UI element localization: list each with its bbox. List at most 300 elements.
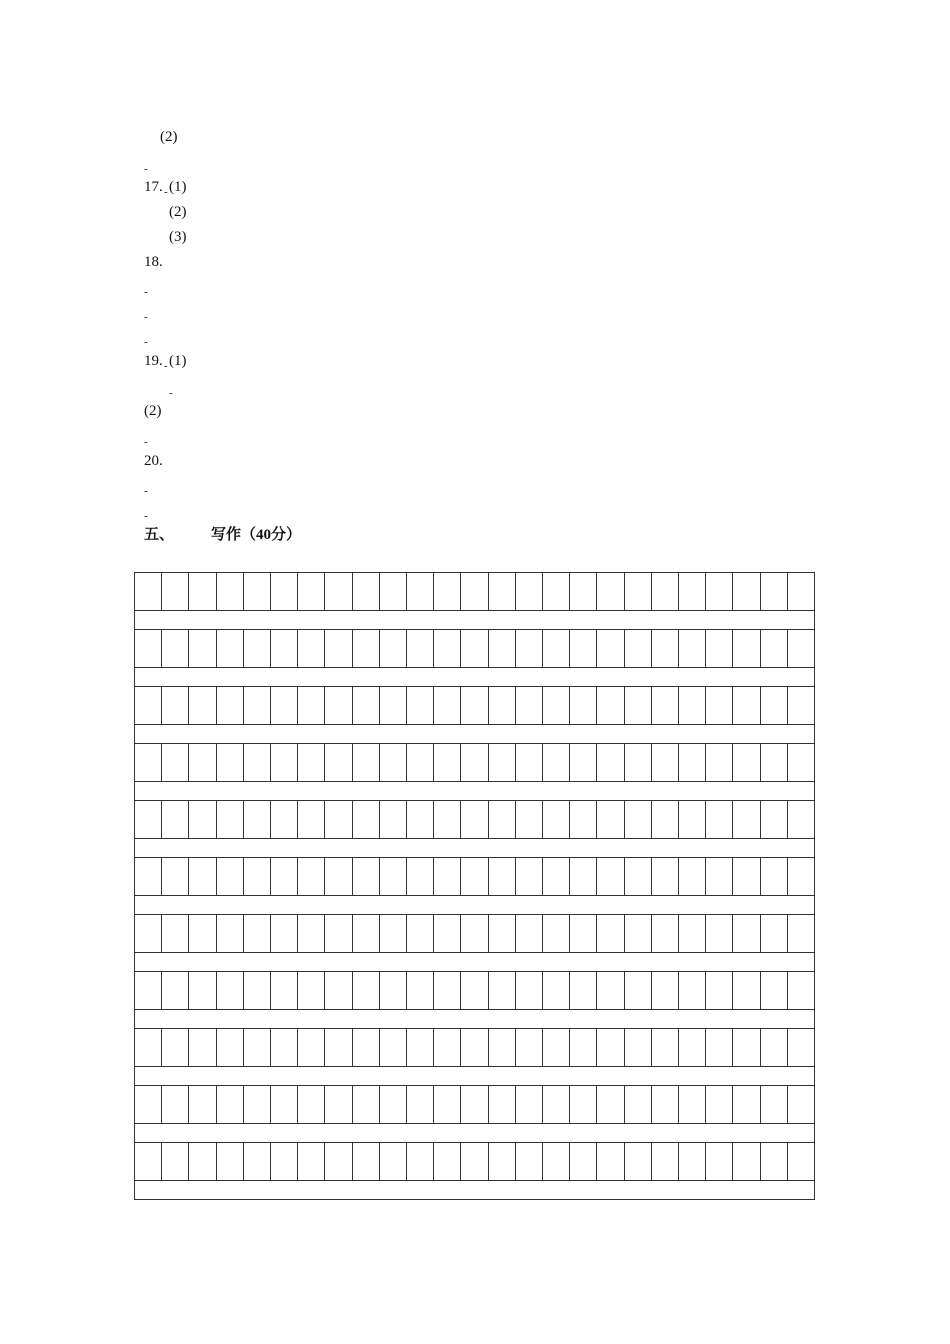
grid-cell[interactable] bbox=[271, 687, 298, 724]
grid-cell[interactable] bbox=[489, 801, 516, 838]
grid-cell[interactable] bbox=[380, 801, 407, 838]
grid-cell[interactable] bbox=[461, 801, 488, 838]
q16-part2-label: (2) bbox=[160, 129, 178, 145]
grid-cell[interactable] bbox=[189, 972, 216, 1009]
grid-cell[interactable] bbox=[597, 687, 624, 724]
grid-cell[interactable] bbox=[516, 972, 543, 1009]
grid-cell[interactable] bbox=[434, 573, 461, 610]
grid-cell[interactable] bbox=[516, 630, 543, 667]
grid-row-gap bbox=[135, 896, 815, 915]
grid-cell[interactable] bbox=[271, 801, 298, 838]
grid-cell[interactable] bbox=[625, 687, 652, 724]
section-number: 五、 bbox=[144, 527, 175, 543]
grid-cell[interactable] bbox=[788, 1143, 815, 1180]
grid-cell[interactable] bbox=[543, 972, 570, 1009]
grid-row-gap bbox=[135, 953, 815, 972]
grid-cell[interactable] bbox=[461, 1029, 488, 1066]
grid-cell[interactable] bbox=[597, 1143, 624, 1180]
grid-cell[interactable] bbox=[189, 1143, 216, 1180]
grid-cell[interactable] bbox=[788, 687, 815, 724]
grid-cell[interactable] bbox=[353, 972, 380, 1009]
grid-cell[interactable] bbox=[353, 744, 380, 781]
grid-cell[interactable] bbox=[516, 573, 543, 610]
grid-cell[interactable] bbox=[543, 1143, 570, 1180]
grid-cell[interactable] bbox=[543, 801, 570, 838]
grid-cell[interactable] bbox=[298, 744, 325, 781]
grid-cell[interactable] bbox=[434, 744, 461, 781]
grid-cell[interactable] bbox=[217, 1029, 244, 1066]
grid-cell[interactable] bbox=[407, 858, 434, 895]
grid-cell[interactable] bbox=[407, 801, 434, 838]
grid-cell[interactable] bbox=[516, 1029, 543, 1066]
grid-cell[interactable] bbox=[135, 573, 162, 610]
grid-cell[interactable] bbox=[679, 915, 706, 952]
grid-cell[interactable] bbox=[407, 1029, 434, 1066]
grid-cell[interactable] bbox=[597, 1086, 624, 1123]
grid-cell[interactable] bbox=[407, 972, 434, 1009]
answer-dash: - bbox=[144, 510, 148, 522]
grid-cell[interactable] bbox=[461, 1086, 488, 1123]
answer-dash: - bbox=[144, 336, 148, 348]
grid-cell[interactable] bbox=[761, 915, 788, 952]
grid-cell[interactable] bbox=[380, 630, 407, 667]
grid-cell[interactable] bbox=[706, 744, 733, 781]
grid-cell[interactable] bbox=[325, 1086, 352, 1123]
grid-cell[interactable] bbox=[570, 972, 597, 1009]
grid-cell[interactable] bbox=[217, 1143, 244, 1180]
grid-cell[interactable] bbox=[543, 915, 570, 952]
grid-cell[interactable] bbox=[679, 744, 706, 781]
grid-cell[interactable] bbox=[461, 573, 488, 610]
grid-cell[interactable] bbox=[652, 1086, 679, 1123]
grid-cell[interactable] bbox=[679, 858, 706, 895]
grid-cell[interactable] bbox=[652, 744, 679, 781]
grid-cell[interactable] bbox=[788, 858, 815, 895]
q17-part1-label: (1) bbox=[169, 179, 187, 195]
grid-cell[interactable] bbox=[353, 1086, 380, 1123]
grid-cell[interactable] bbox=[162, 1143, 189, 1180]
grid-cell[interactable] bbox=[706, 801, 733, 838]
answer-dash: - bbox=[144, 436, 148, 448]
grid-cell[interactable] bbox=[461, 687, 488, 724]
grid-cell[interactable] bbox=[570, 573, 597, 610]
grid-cell[interactable] bbox=[189, 915, 216, 952]
grid-cell[interactable] bbox=[761, 573, 788, 610]
grid-cell[interactable] bbox=[353, 573, 380, 610]
grid-cell[interactable] bbox=[217, 972, 244, 1009]
grid-cell[interactable] bbox=[733, 858, 760, 895]
grid-cell[interactable] bbox=[217, 858, 244, 895]
grid-cell[interactable] bbox=[244, 630, 271, 667]
grid-cell[interactable] bbox=[733, 744, 760, 781]
grid-cell[interactable] bbox=[407, 687, 434, 724]
answer-dash: - bbox=[144, 311, 148, 323]
grid-cell[interactable] bbox=[652, 1143, 679, 1180]
grid-cell[interactable] bbox=[380, 687, 407, 724]
grid-cell[interactable] bbox=[380, 1143, 407, 1180]
grid-cell[interactable] bbox=[761, 858, 788, 895]
grid-cell[interactable] bbox=[761, 744, 788, 781]
grid-cell[interactable] bbox=[217, 801, 244, 838]
grid-cell[interactable] bbox=[189, 1029, 216, 1066]
grid-cell[interactable] bbox=[625, 972, 652, 1009]
q20-number: 20. bbox=[144, 453, 163, 469]
grid-cell[interactable] bbox=[461, 972, 488, 1009]
grid-cell[interactable] bbox=[244, 1143, 271, 1180]
grid-cell[interactable] bbox=[298, 1086, 325, 1123]
grid-cell[interactable] bbox=[625, 1143, 652, 1180]
grid-cell[interactable] bbox=[135, 630, 162, 667]
grid-cell[interactable] bbox=[162, 801, 189, 838]
grid-cell[interactable] bbox=[461, 915, 488, 952]
grid-cell[interactable] bbox=[516, 1086, 543, 1123]
grid-cell[interactable] bbox=[543, 630, 570, 667]
grid-cell[interactable] bbox=[135, 744, 162, 781]
grid-cell[interactable] bbox=[625, 573, 652, 610]
grid-cell[interactable] bbox=[706, 972, 733, 1009]
grid-cell[interactable] bbox=[407, 1086, 434, 1123]
grid-row bbox=[135, 687, 815, 725]
grid-cell[interactable] bbox=[733, 573, 760, 610]
grid-cell[interactable] bbox=[570, 744, 597, 781]
answer-dash: - bbox=[144, 163, 148, 175]
grid-cell[interactable] bbox=[489, 972, 516, 1009]
grid-cell[interactable] bbox=[407, 630, 434, 667]
grid-cell[interactable] bbox=[625, 630, 652, 667]
grid-cell[interactable] bbox=[733, 1086, 760, 1123]
grid-cell[interactable] bbox=[325, 687, 352, 724]
grid-cell[interactable] bbox=[625, 915, 652, 952]
grid-row-gap bbox=[135, 1010, 815, 1029]
grid-cell[interactable] bbox=[325, 858, 352, 895]
grid-cell[interactable] bbox=[434, 915, 461, 952]
grid-cell[interactable] bbox=[516, 1143, 543, 1180]
grid-cell[interactable] bbox=[325, 744, 352, 781]
grid-cell[interactable] bbox=[543, 1029, 570, 1066]
grid-cell[interactable] bbox=[189, 801, 216, 838]
grid-cell[interactable] bbox=[271, 630, 298, 667]
grid-cell[interactable] bbox=[597, 573, 624, 610]
grid-row bbox=[135, 801, 815, 839]
writing-grid[interactable] bbox=[134, 572, 815, 1200]
grid-cell[interactable] bbox=[434, 1029, 461, 1066]
grid-cell[interactable] bbox=[489, 858, 516, 895]
grid-cell[interactable] bbox=[516, 744, 543, 781]
grid-cell[interactable] bbox=[788, 801, 815, 838]
grid-cell[interactable] bbox=[625, 1086, 652, 1123]
grid-cell[interactable] bbox=[597, 744, 624, 781]
grid-cell[interactable] bbox=[652, 801, 679, 838]
grid-cell[interactable] bbox=[489, 1086, 516, 1123]
grid-cell[interactable] bbox=[679, 687, 706, 724]
grid-cell[interactable] bbox=[570, 858, 597, 895]
grid-cell[interactable] bbox=[135, 801, 162, 838]
grid-cell[interactable] bbox=[761, 1029, 788, 1066]
grid-cell[interactable] bbox=[543, 687, 570, 724]
grid-cell[interactable] bbox=[543, 858, 570, 895]
grid-cell[interactable] bbox=[162, 630, 189, 667]
answer-dash: - bbox=[169, 387, 173, 399]
grid-cell[interactable] bbox=[679, 1029, 706, 1066]
grid-cell[interactable] bbox=[679, 573, 706, 610]
grid-cell[interactable] bbox=[244, 915, 271, 952]
grid-cell[interactable] bbox=[244, 1086, 271, 1123]
grid-row-gap bbox=[135, 611, 815, 630]
grid-cell[interactable] bbox=[652, 630, 679, 667]
grid-cell[interactable] bbox=[271, 972, 298, 1009]
grid-cell[interactable] bbox=[570, 630, 597, 667]
grid-cell[interactable] bbox=[461, 630, 488, 667]
grid-cell[interactable] bbox=[625, 801, 652, 838]
grid-cell[interactable] bbox=[353, 1029, 380, 1066]
grid-cell[interactable] bbox=[543, 573, 570, 610]
grid-cell[interactable] bbox=[516, 858, 543, 895]
grid-cell[interactable] bbox=[434, 801, 461, 838]
grid-cell[interactable] bbox=[461, 858, 488, 895]
grid-cell[interactable] bbox=[325, 1029, 352, 1066]
grid-cell[interactable] bbox=[380, 915, 407, 952]
grid-cell[interactable] bbox=[189, 687, 216, 724]
grid-cell[interactable] bbox=[652, 1029, 679, 1066]
grid-cell[interactable] bbox=[733, 972, 760, 1009]
grid-cell[interactable] bbox=[597, 1029, 624, 1066]
grid-cell[interactable] bbox=[543, 744, 570, 781]
grid-cell[interactable] bbox=[706, 1143, 733, 1180]
grid-cell[interactable] bbox=[244, 801, 271, 838]
grid-row-gap bbox=[135, 1067, 815, 1086]
grid-cell[interactable] bbox=[597, 972, 624, 1009]
grid-cell[interactable] bbox=[135, 972, 162, 1009]
grid-cell[interactable] bbox=[461, 744, 488, 781]
grid-cell[interactable] bbox=[706, 1029, 733, 1066]
grid-cell[interactable] bbox=[271, 573, 298, 610]
grid-cell[interactable] bbox=[570, 915, 597, 952]
grid-cell[interactable] bbox=[652, 972, 679, 1009]
grid-cell[interactable] bbox=[162, 1086, 189, 1123]
grid-cell[interactable] bbox=[271, 1029, 298, 1066]
grid-cell[interactable] bbox=[489, 573, 516, 610]
grid-cell[interactable] bbox=[189, 630, 216, 667]
grid-cell[interactable] bbox=[244, 687, 271, 724]
grid-row bbox=[135, 744, 815, 782]
grid-cell[interactable] bbox=[652, 687, 679, 724]
grid-cell[interactable] bbox=[434, 1143, 461, 1180]
grid-cell[interactable] bbox=[244, 858, 271, 895]
grid-cell[interactable] bbox=[733, 801, 760, 838]
grid-cell[interactable] bbox=[135, 1086, 162, 1123]
grid-cell[interactable] bbox=[162, 915, 189, 952]
grid-cell[interactable] bbox=[189, 858, 216, 895]
grid-cell[interactable] bbox=[135, 1029, 162, 1066]
grid-row bbox=[135, 573, 815, 611]
grid-cell[interactable] bbox=[353, 915, 380, 952]
grid-cell[interactable] bbox=[135, 858, 162, 895]
grid-cell[interactable] bbox=[298, 858, 325, 895]
grid-cell[interactable] bbox=[597, 858, 624, 895]
grid-cell[interactable] bbox=[625, 744, 652, 781]
grid-cell[interactable] bbox=[271, 1086, 298, 1123]
grid-cell[interactable] bbox=[761, 972, 788, 1009]
grid-cell[interactable] bbox=[217, 1086, 244, 1123]
grid-cell[interactable] bbox=[271, 1143, 298, 1180]
grid-cell[interactable] bbox=[298, 915, 325, 952]
grid-cell[interactable] bbox=[543, 1086, 570, 1123]
grid-cell[interactable] bbox=[788, 1029, 815, 1066]
grid-cell[interactable] bbox=[733, 915, 760, 952]
grid-cell[interactable] bbox=[353, 630, 380, 667]
grid-cell[interactable] bbox=[407, 573, 434, 610]
grid-cell[interactable] bbox=[706, 915, 733, 952]
grid-cell[interactable] bbox=[679, 1143, 706, 1180]
grid-cell[interactable] bbox=[788, 630, 815, 667]
grid-row bbox=[135, 858, 815, 896]
grid-cell[interactable] bbox=[434, 630, 461, 667]
grid-cell[interactable] bbox=[162, 573, 189, 610]
grid-cell[interactable] bbox=[652, 915, 679, 952]
grid-cell[interactable] bbox=[217, 573, 244, 610]
grid-cell[interactable] bbox=[489, 1029, 516, 1066]
grid-cell[interactable] bbox=[788, 1086, 815, 1123]
grid-cell[interactable] bbox=[706, 573, 733, 610]
grid-cell[interactable] bbox=[189, 573, 216, 610]
grid-cell[interactable] bbox=[162, 744, 189, 781]
grid-cell[interactable] bbox=[189, 1086, 216, 1123]
grid-cell[interactable] bbox=[706, 687, 733, 724]
grid-cell[interactable] bbox=[380, 573, 407, 610]
grid-cell[interactable] bbox=[189, 744, 216, 781]
grid-row bbox=[135, 972, 815, 1010]
grid-cell[interactable] bbox=[353, 858, 380, 895]
grid-cell[interactable] bbox=[516, 801, 543, 838]
grid-row-gap bbox=[135, 668, 815, 687]
grid-cell[interactable] bbox=[244, 972, 271, 1009]
grid-cell[interactable] bbox=[761, 630, 788, 667]
grid-cell[interactable] bbox=[298, 801, 325, 838]
grid-cell[interactable] bbox=[434, 972, 461, 1009]
grid-cell[interactable] bbox=[761, 801, 788, 838]
grid-cell[interactable] bbox=[788, 972, 815, 1009]
grid-cell[interactable] bbox=[733, 630, 760, 667]
grid-cell[interactable] bbox=[162, 858, 189, 895]
grid-cell[interactable] bbox=[652, 858, 679, 895]
grid-cell[interactable] bbox=[380, 744, 407, 781]
grid-cell[interactable] bbox=[135, 1143, 162, 1180]
grid-cell[interactable] bbox=[271, 915, 298, 952]
grid-cell[interactable] bbox=[325, 801, 352, 838]
grid-cell[interactable] bbox=[570, 1143, 597, 1180]
grid-cell[interactable] bbox=[325, 972, 352, 1009]
grid-cell[interactable] bbox=[298, 1143, 325, 1180]
grid-cell[interactable] bbox=[679, 630, 706, 667]
grid-cell[interactable] bbox=[217, 687, 244, 724]
grid-cell[interactable] bbox=[679, 801, 706, 838]
grid-cell[interactable] bbox=[788, 744, 815, 781]
grid-cell[interactable] bbox=[217, 630, 244, 667]
grid-cell[interactable] bbox=[407, 744, 434, 781]
grid-cell[interactable] bbox=[679, 972, 706, 1009]
grid-cell[interactable] bbox=[489, 630, 516, 667]
grid-cell[interactable] bbox=[706, 630, 733, 667]
grid-cell[interactable] bbox=[489, 915, 516, 952]
grid-cell[interactable] bbox=[298, 1029, 325, 1066]
grid-cell[interactable] bbox=[597, 801, 624, 838]
grid-cell[interactable] bbox=[298, 972, 325, 1009]
grid-cell[interactable] bbox=[380, 972, 407, 1009]
grid-cell[interactable] bbox=[516, 687, 543, 724]
grid-cell[interactable] bbox=[217, 915, 244, 952]
grid-cell[interactable] bbox=[325, 1143, 352, 1180]
grid-cell[interactable] bbox=[353, 801, 380, 838]
grid-cell[interactable] bbox=[652, 573, 679, 610]
grid-cell[interactable] bbox=[625, 1029, 652, 1066]
grid-cell[interactable] bbox=[489, 687, 516, 724]
grid-cell[interactable] bbox=[298, 630, 325, 667]
grid-cell[interactable] bbox=[217, 744, 244, 781]
grid-cell[interactable] bbox=[244, 573, 271, 610]
grid-cell[interactable] bbox=[380, 1029, 407, 1066]
grid-cell[interactable] bbox=[298, 573, 325, 610]
grid-cell[interactable] bbox=[733, 687, 760, 724]
grid-cell[interactable] bbox=[733, 1029, 760, 1066]
grid-cell[interactable] bbox=[353, 687, 380, 724]
grid-cell[interactable] bbox=[733, 1143, 760, 1180]
grid-cell[interactable] bbox=[761, 1086, 788, 1123]
grid-cell[interactable] bbox=[706, 858, 733, 895]
grid-cell[interactable] bbox=[788, 915, 815, 952]
grid-cell[interactable] bbox=[298, 687, 325, 724]
grid-cell[interactable] bbox=[516, 915, 543, 952]
grid-cell[interactable] bbox=[434, 687, 461, 724]
grid-cell[interactable] bbox=[625, 858, 652, 895]
grid-cell[interactable] bbox=[570, 1029, 597, 1066]
grid-cell[interactable] bbox=[325, 573, 352, 610]
grid-cell[interactable] bbox=[761, 687, 788, 724]
grid-cell[interactable] bbox=[325, 630, 352, 667]
grid-cell[interactable] bbox=[597, 630, 624, 667]
grid-cell[interactable] bbox=[162, 972, 189, 1009]
grid-cell[interactable] bbox=[353, 1143, 380, 1180]
grid-cell[interactable] bbox=[489, 744, 516, 781]
grid-cell[interactable] bbox=[570, 687, 597, 724]
grid-cell[interactable] bbox=[162, 687, 189, 724]
grid-cell[interactable] bbox=[162, 1029, 189, 1066]
grid-cell[interactable] bbox=[325, 915, 352, 952]
grid-cell[interactable] bbox=[271, 858, 298, 895]
grid-cell[interactable] bbox=[407, 915, 434, 952]
grid-row bbox=[135, 1086, 815, 1124]
grid-cell[interactable] bbox=[761, 1143, 788, 1180]
grid-cell[interactable] bbox=[380, 858, 407, 895]
grid-cell[interactable] bbox=[434, 1086, 461, 1123]
grid-cell[interactable] bbox=[135, 687, 162, 724]
grid-cell[interactable] bbox=[597, 915, 624, 952]
grid-cell[interactable] bbox=[135, 915, 162, 952]
grid-cell[interactable] bbox=[706, 1086, 733, 1123]
grid-cell[interactable] bbox=[788, 573, 815, 610]
grid-cell[interactable] bbox=[271, 744, 298, 781]
grid-cell[interactable] bbox=[244, 744, 271, 781]
grid-cell[interactable] bbox=[461, 1143, 488, 1180]
grid-cell[interactable] bbox=[434, 858, 461, 895]
grid-cell[interactable] bbox=[407, 1143, 434, 1180]
q19-part1-label: (1) bbox=[169, 353, 187, 369]
grid-cell[interactable] bbox=[679, 1086, 706, 1123]
grid-cell[interactable] bbox=[244, 1029, 271, 1066]
grid-cell[interactable] bbox=[489, 1143, 516, 1180]
grid-cell[interactable] bbox=[570, 801, 597, 838]
grid-cell[interactable] bbox=[380, 1086, 407, 1123]
grid-cell[interactable] bbox=[570, 1086, 597, 1123]
